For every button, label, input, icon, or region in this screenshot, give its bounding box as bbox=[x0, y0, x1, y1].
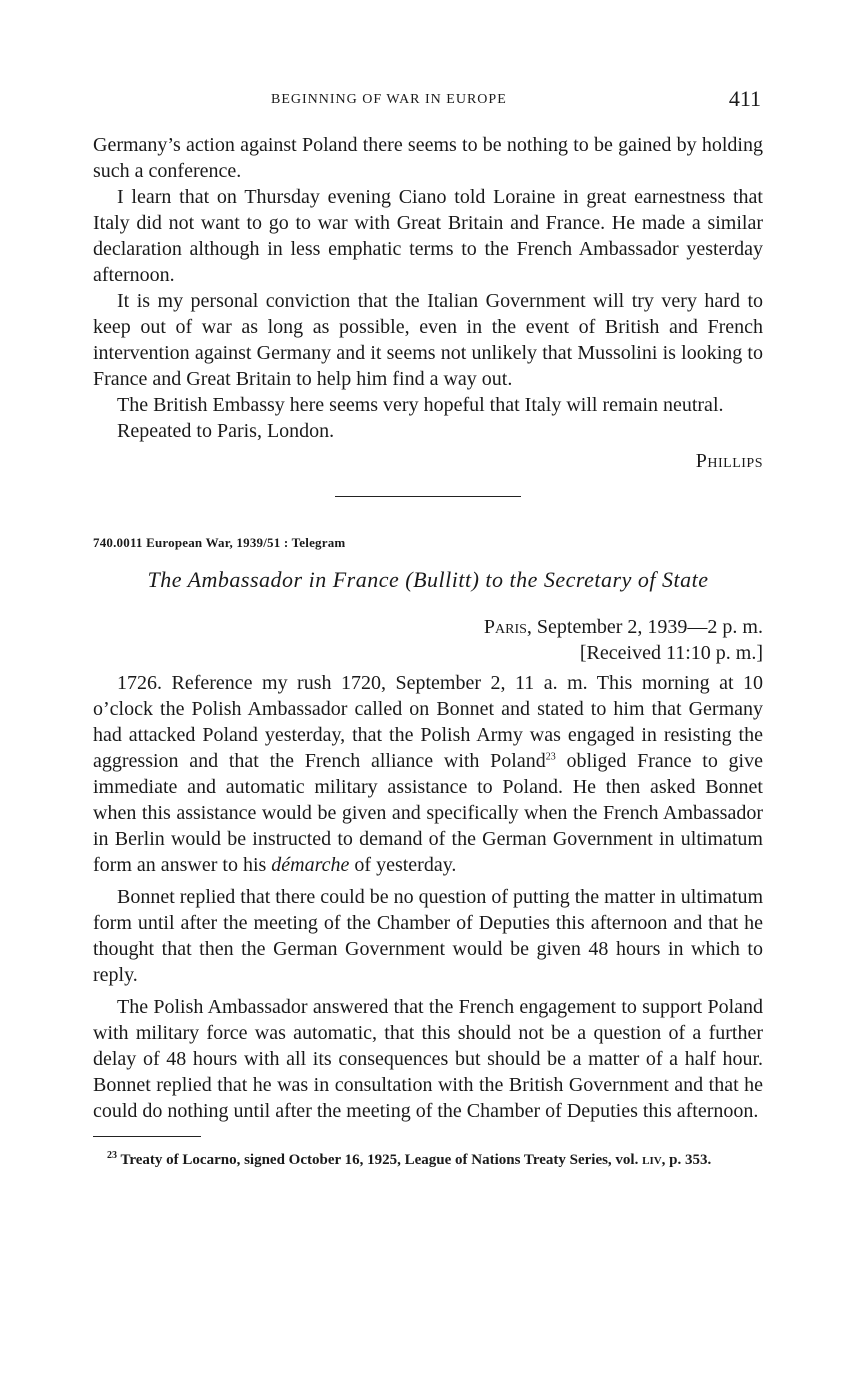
paragraph: Germany’s action against Poland there seems to be nothing to be gained by holding such a conference. bbox=[93, 134, 763, 182]
footnote-volume: liv bbox=[642, 1152, 662, 1168]
footnote-text: Treaty of Locarno, signed October 16, 1925, League of Nations Treaty Series, vol. bbox=[117, 1152, 643, 1168]
paragraph: The Polish Ambassador answered that the French engagement to support Poland with military force was automatic, that this should not be a question of a further delay of 48 hours with all its consequences but should be a matter of a half hour. Bonnet replied that he was in consultation with the British Government and that he could do nothing until after the meeting of the Chamber of Deputies this afternoon. bbox=[93, 996, 763, 1122]
dateline-place: Paris bbox=[483, 616, 527, 638]
paragraph: It is my personal conviction that the Italian Government will try very hard to keep out of war as long as possible, even in the event of British and French intervention against Germany and it seems not unlikely that Mussolini is looking to France and Great Britain to help him find a way out. bbox=[93, 290, 763, 390]
paragraph: Repeated to Paris, London. bbox=[117, 420, 335, 442]
first-document-body bbox=[93, 132, 763, 444]
paragraph bbox=[93, 670, 763, 878]
paragraph-text: of yesterday. bbox=[349, 854, 457, 876]
running-head bbox=[93, 86, 763, 116]
document-heading: The Ambassador in France (Bullitt) to the Secretary of State bbox=[147, 567, 709, 592]
footnote-divider bbox=[93, 1136, 201, 1137]
italic-term: démarche bbox=[271, 854, 350, 876]
running-title: BEGINNING OF WAR IN EUROPE bbox=[271, 92, 507, 107]
dateline-place-date bbox=[93, 614, 763, 640]
dateline bbox=[93, 614, 763, 666]
section-divider bbox=[335, 496, 521, 497]
paragraph-text: 1726. Reference my rush 1720, September 2, 11 a. m. This morning at 10 o’clock the Polish Ambassador called on Bonnet and stated to him that Germany had attacked Poland yesterday, that the Polish Army was engaged in resisting the aggression and that the French alliance with Poland bbox=[93, 672, 763, 772]
paragraph: The British Embassy here seems very hopeful that Italy will remain neutral. bbox=[117, 394, 724, 416]
dateline-date: , September 2, 1939—2 p. m. bbox=[526, 616, 763, 638]
footnote-marker: 23 bbox=[107, 1150, 117, 1161]
page-number: 411 bbox=[728, 86, 761, 111]
footnote bbox=[93, 1151, 763, 1169]
received-line: [Received 11:10 p. m.] bbox=[579, 642, 763, 664]
paragraph: I learn that on Thursday evening Ciano told Loraine in great earnestness that Italy did not want to go to war with Great Britain and France. He made a similar declaration although in less emphatic terms to the French Ambassador yesterday afternoon. bbox=[93, 186, 763, 286]
second-document-body bbox=[93, 670, 763, 1124]
paragraph: Bonnet replied that there could be no question of putting the matter in ultimatum form until after the meeting of the Chamber of Deputies this afternoon and that he thought that then the German Government would be given 48 hours in which to reply. bbox=[93, 886, 763, 986]
document-page bbox=[93, 86, 763, 1169]
file-reference: 740.0011 European War, 1939/51 : Telegram bbox=[93, 535, 346, 550]
paragraph-text: obliged France to give immediate and automatic military assistance to Poland. He then asked Bonnet when this assistance would be given and specifically when the French Ambassador in Berlin would be instructed to demand of the German Government in ultimatum form an answer to his bbox=[93, 750, 763, 876]
signature: Phillips bbox=[695, 450, 763, 472]
footnote-text-end: , p. 353. bbox=[661, 1152, 712, 1168]
footnote-reference: 23 bbox=[545, 751, 556, 763]
